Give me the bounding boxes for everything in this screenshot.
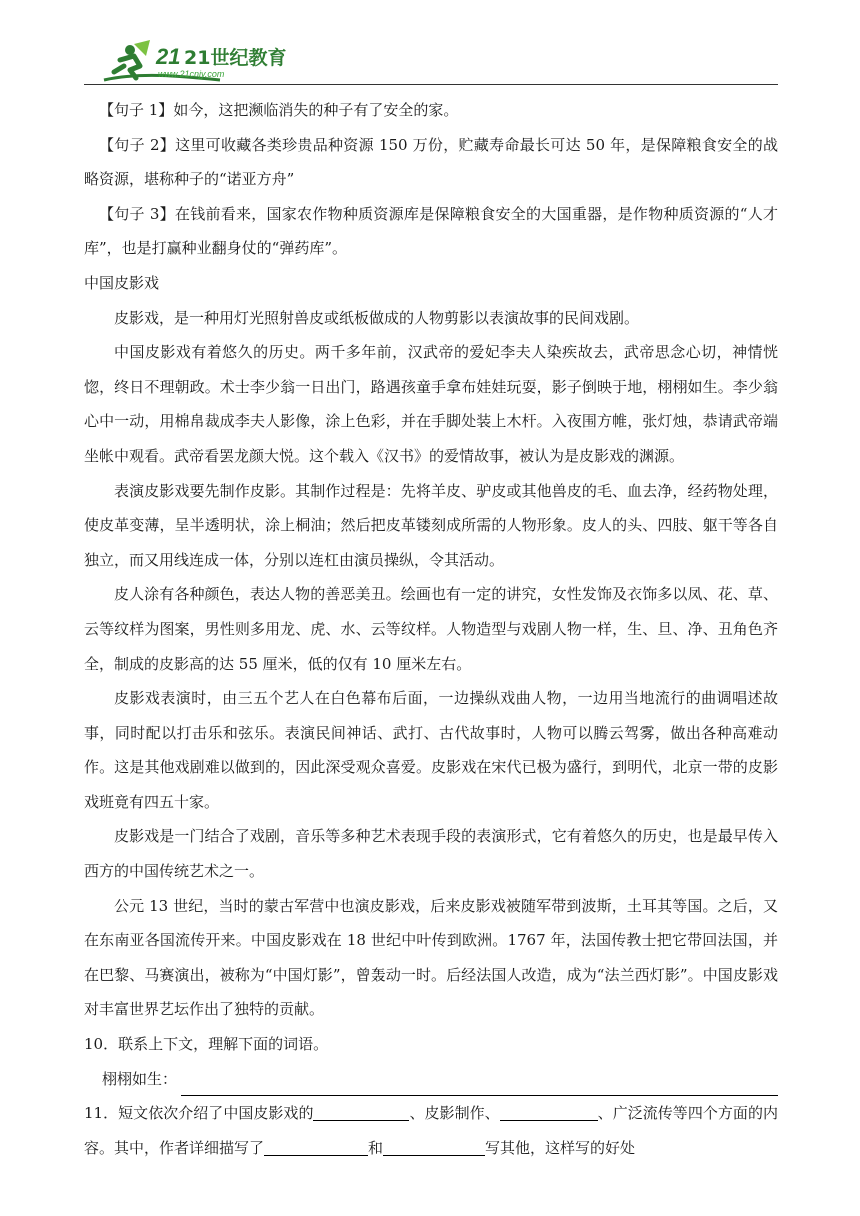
site-logo xyxy=(100,36,290,86)
logo-title: 21世纪教育 xyxy=(184,47,287,69)
answer-blank[interactable] xyxy=(181,1071,778,1096)
question-10-term: 栩栩如生： xyxy=(102,1069,178,1088)
article-paragraph: 公元 13 世纪，当时的蒙古军营中也演皮影戏，后来皮影戏被随军带到波斯，土耳其等国。之后，又在东南亚各国流传开来。中国皮影戏在 18 世纪中叶传到欧洲。1767 年，法国传教士把它带回法国，并在巴黎、马赛演出，被称为“中国灯影”，曾轰动一时。后经法国人改造，成为“法兰西灯影”。中国皮影戏对丰富世界艺坛作出了独特的贡献。 xyxy=(84,896,778,1019)
answer-blank[interactable] xyxy=(383,1135,485,1156)
sentence-3: 【句子 3】在钱前看来，国家农作物种质资源库是保障粮食安全的大国重器，是作物种质资源的“人才库”，也是打赢种业翻身仗的“弹药库”。 xyxy=(84,204,778,258)
sentence-1: 【句子 1】如今，这把濒临消失的种子有了安全的家。 xyxy=(99,101,459,119)
header-divider xyxy=(84,84,778,85)
answer-blank[interactable] xyxy=(313,1100,409,1121)
article-paragraph: 表演皮影戏要先制作皮影。其制作过程是：先将羊皮、驴皮或其他兽皮的毛、血去净，经药物处理，使皮革变薄，呈半透明状，涂上桐油；然后把皮革镂刻成所需的人物形象。皮人的头、四肢、躯干等各自独立，而又用线连成一体，分别以连杠由演员操纵，令其活动。 xyxy=(84,481,778,569)
logo-url: www.21cnjy.com xyxy=(158,69,225,79)
article-paragraph: 皮影戏表演时，由三五个艺人在白色幕布后面，一边操纵戏曲人物，一边用当地流行的曲调唱述故事，同时配以打击乐和弦乐。表演民间神话、武打、古代故事时，人物可以腾云驾雾，做出各种高难动作。这是其他戏剧难以做到的，因此深受观众喜爱。皮影戏在宋代已极为盛行，到明代，北京一带的皮影戏班竟有四五十家。 xyxy=(84,689,778,811)
answer-blank[interactable] xyxy=(264,1135,368,1156)
article-paragraph: 皮人涂有各种颜色，表达人物的善恶美丑。绘画也有一定的讲究，女性发饰及衣饰多以凤、花、草、云等纹样为图案，男性则多用龙、虎、水、云等纹样。人物造型与戏剧人物一样，生、旦、净、丑角色齐全，制成的皮影高的达 55 厘米，低的仅有 10 厘米左右。 xyxy=(84,585,778,673)
question-10: 10．联系上下文，理解下面的词语。 xyxy=(84,1035,329,1054)
article-title: 中国皮影戏 xyxy=(84,273,160,292)
question-11: 11．短文依次介绍了中国皮影戏的 、皮影制作、 、广泛流传等四个方面的内容。其中，作者详细描写了 和 写其他，这样写的好处 xyxy=(84,1096,778,1165)
question-10-term-row xyxy=(84,1062,778,1097)
sentence-2: 【句子 2】这里可收藏各类珍贵品种资源 150 万份，贮藏寿命最长可达 50 年，是保障粮食安全的战略资源，堪称种子的“诺亚方舟” xyxy=(84,135,779,189)
article-paragraph: 皮影戏，是一种用灯光照射兽皮或纸板做成的人物剪影以表演故事的民间戏剧。 xyxy=(114,308,640,327)
article-paragraph: 皮影戏是一门结合了戏剧，音乐等多种艺术表现手段的表演形式，它有着悠久的历史，也是最早传入西方的中国传统艺术之一。 xyxy=(84,827,778,881)
svg-text:21: 21 xyxy=(156,44,181,69)
answer-blank[interactable] xyxy=(500,1100,598,1121)
runner-logo-icon xyxy=(100,36,290,86)
article-paragraph: 中国皮影戏有着悠久的历史。两千多年前，汉武帝的爱妃李夫人染疾故去，武帝思念心切，神情恍惚，终日不理朝政。术士李少翁一日出门，路遇孩童手拿布娃娃玩耍，影子倒映于地，栩栩如生。李少翁心中一动，用棉帛裁成李夫人影像，涂上色彩，并在手脚处装上木杆。入夜围方帷，张灯烛，恭请武帝端坐帐中观看。武帝看罢龙颜大悦。这个载入《汉书》的爱情故事，被认为是皮影戏的渊源。 xyxy=(84,343,778,465)
document-body xyxy=(84,93,778,1165)
